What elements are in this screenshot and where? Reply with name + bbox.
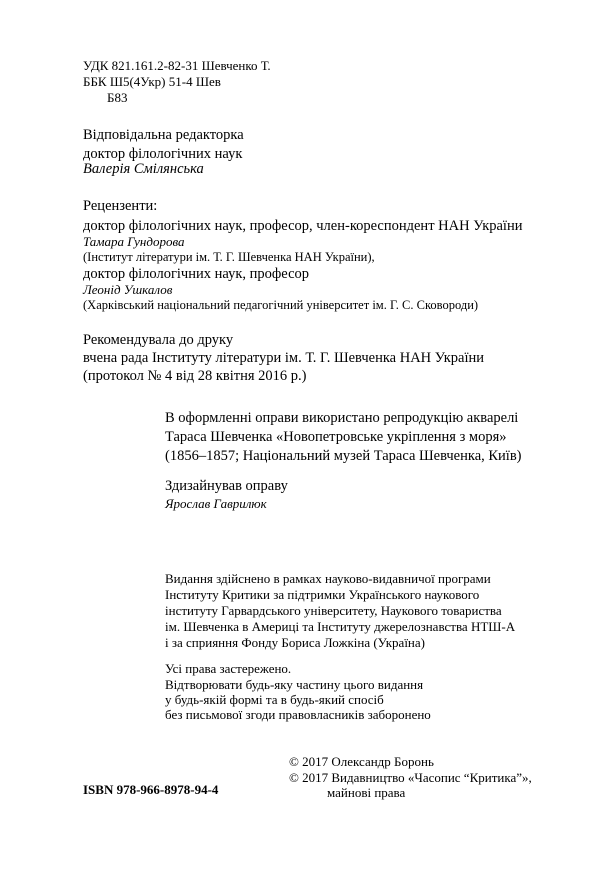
author-mark: Б83 bbox=[107, 90, 128, 105]
reviewers-heading: Рецензенти: bbox=[83, 198, 158, 214]
designer-label: Здизайнував оправу bbox=[165, 478, 288, 494]
copyright-rights: майнові права bbox=[327, 785, 406, 800]
reviewer-2-affiliation: (Харківський національний педагогічний університет ім. Г. С. Сковороди) bbox=[83, 298, 479, 312]
cover-line-1: В оформленні оправи використано репродукцію акварелі bbox=[165, 410, 519, 426]
cover-line-3: (1856–1857; Національний музей Тараса Шевченка, Київ) bbox=[165, 448, 522, 464]
bbk-code: ББК Ш5(4Укр) 51-4 Шев bbox=[83, 74, 221, 89]
editor-degree: доктор філологічних наук bbox=[83, 146, 243, 162]
rights-line-4: без письмової згоди правовласників заборонено bbox=[165, 707, 431, 722]
recommendation-line-1: Рекомендувала до друку bbox=[83, 332, 234, 348]
copyright-publisher: © 2017 Видавництво «Часопис “Критика”», bbox=[289, 770, 532, 785]
recommendation-line-3: (протокол № 4 від 28 квітня 2016 р.) bbox=[83, 368, 307, 384]
rights-line-3: у будь-якій формі та в будь-який спосіб bbox=[165, 692, 384, 707]
udk-code: УДК 821.161.2-82-31 Шевченко Т. bbox=[83, 58, 271, 73]
rights-line-2: Відтворювати будь-яку частину цього видання bbox=[165, 677, 424, 692]
designer-name: Ярослав Гаврилюк bbox=[165, 496, 267, 511]
reviewer-2-name: Леонід Ушкалов bbox=[83, 282, 173, 297]
editor-name: Валерія Смілянська bbox=[83, 161, 204, 177]
reviewer-1-title: доктор філологічних наук, професор, член-кореспондент НАН України bbox=[83, 218, 523, 234]
cover-line-2: Тараса Шевченка «Новопетровське укріплення з моря» bbox=[165, 429, 507, 445]
reviewer-2-title: доктор філологічних наук, професор bbox=[83, 266, 310, 282]
reviewer-1-affiliation: (Інститут літератури ім. Т. Г. Шевченка НАН України), bbox=[83, 250, 375, 264]
publication-note-line-2: Інституту Критики за підтримки Українського наукового bbox=[165, 587, 480, 602]
publication-note-line-5: і за сприяння Фонду Бориса Ложкіна (Україна) bbox=[165, 635, 425, 650]
reviewer-1-name: Тамара Гундорова bbox=[83, 234, 185, 249]
publication-note-line-1: Видання здійснено в рамках науково-видавничої програми bbox=[165, 571, 491, 586]
publication-note-line-3: інституту Гарвардського університету, Наукового товариства bbox=[165, 603, 502, 618]
isbn: ISBN 978-966-8978-94-4 bbox=[83, 782, 219, 797]
publication-note-line-4: ім. Шевченка в Америці та Інституту джерелознавства НТШ-А bbox=[165, 619, 516, 634]
editor-heading: Відповідальна редакторка bbox=[83, 127, 244, 143]
recommendation-line-2: вчена рада Інституту літератури ім. Т. Г. Шевченка НАН України bbox=[83, 350, 485, 366]
copyright-author: © 2017 Олександр Боронь bbox=[289, 754, 434, 769]
rights-line-1: Усі права застережено. bbox=[165, 661, 292, 676]
